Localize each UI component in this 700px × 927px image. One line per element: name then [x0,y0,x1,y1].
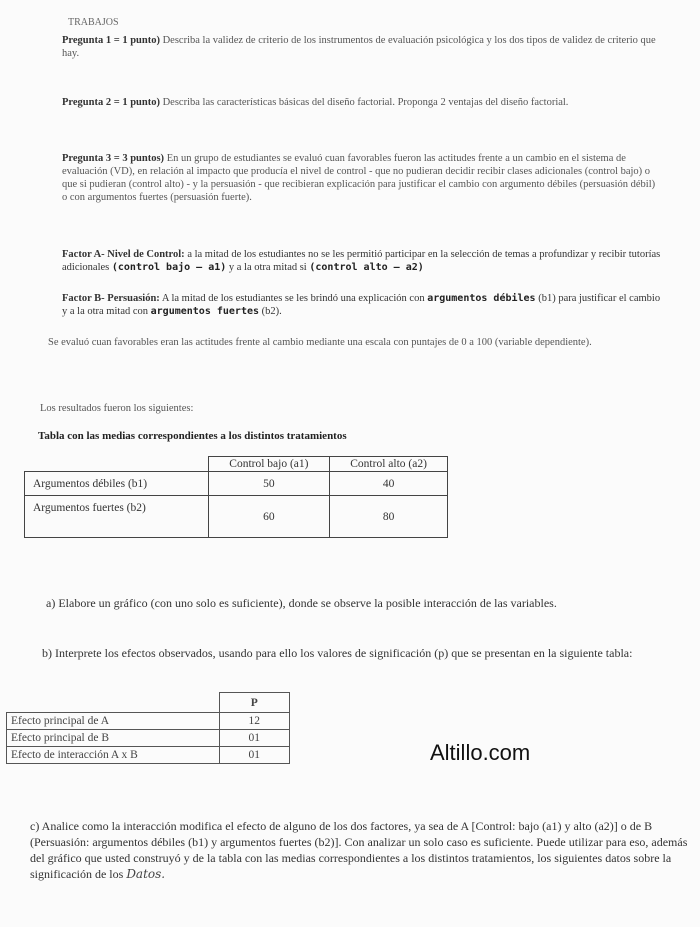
question-2-label: Pregunta 2 = 1 punto) [62,97,160,108]
table-cell: 01 [219,747,290,764]
factor-a-level2: (control alto – a2) [309,262,424,273]
table-row [25,496,448,538]
table-row [7,713,290,730]
factor-b-label: Factor B- Persuasión: [62,293,160,304]
question-b [42,645,690,661]
table-cell: 01 [219,730,290,747]
factor-b-text2: (b1) para justificar el cambio y a la otra mitad con [62,293,661,317]
question-2 [62,96,662,109]
question-b-text: Interprete los efectos observados, usando para ello los valores de significación (p) que se presentan en la siguiente tabla: [55,646,633,660]
question-a [46,595,686,611]
means-table-corner [25,457,209,472]
factor-a-level1: (control bajo – a1) [111,262,227,273]
question-a-label: a) [46,596,56,610]
p-values-table [6,692,290,764]
factor-b-text1: A la mitad de los estudiantes se les brindó una explicación con [161,293,425,304]
means-table [24,456,448,538]
table-cell: 12 [219,713,290,730]
watermark: Altillo.com [430,740,531,765]
row-label: Efecto de interacción A x B [7,747,220,764]
p-table-header: P [219,693,290,713]
table-cell: 80 [330,496,448,538]
table-cell: 50 [208,472,330,496]
scale-description: Se evaluó cuan favorables eran las actitudes frente al cambio mediante una escala con puntajes de 0 a 100 (variable dependiente). [48,337,592,348]
p-table-corner [7,693,220,713]
table-cell: 40 [330,472,448,496]
means-table-header: Control bajo (a1) [208,457,330,472]
row-label: Argumentos fuertes (b2) [25,496,209,538]
factor-a [62,248,662,274]
row-label: Efecto principal de B [7,730,220,747]
factor-b [62,292,662,318]
factor-b-level1: argumentos débiles [427,293,536,304]
means-table-header: Control alto (a2) [330,457,448,472]
question-3-label: Pregunta 3 = 3 puntos) [62,153,165,164]
factor-b-level2: argumentos fuertes [150,306,260,317]
table-row [7,730,290,747]
table-row [7,747,290,764]
question-2-text: Describa las características básicas del diseño factorial. Proponga 2 ventajas del diseño factorial. [162,97,569,108]
factor-b-text3: (b2). [261,306,282,317]
question-c-label: c) [30,819,40,833]
factor-a-text1: a la mitad de los estudiantes no se les permitió participar en la selección de temas a profundizar y recibir tutorías adicionales [62,249,661,273]
table-cell: 60 [208,496,330,538]
question-1-label: Pregunta 1 = 1 punto) [62,35,160,46]
question-a-text: Elabore un gráfico (con uno solo es suficiente), donde se observe la posible interacción de las variables. [58,596,557,610]
question-1-text: Describa la validez de criterio de los instrumentos de evaluación psicológica y los dos tipos de validez de criterio que hay. [62,35,656,59]
row-label: Argumentos débiles (b1) [25,472,209,496]
p-table-header-row [7,693,290,713]
question-3-text: En un grupo de estudiantes se evaluó cuan favorables fueron las actitudes frente a un cambio en el sistema de evaluación (VD), en relación al impacto que producía el nivel de control - que no pudieran decidir recibir clases adicionales (control bajo) o que si pudieran (control alto) - y la persuasión - que recibieran explicación para justificar el cambio con argumento débiles (persuasión débil) o con argumentos fuertes (persuasión fuerte). [62,153,656,203]
question-c-text: Analice como la interacción modifica el efecto de alguno de los dos factores, ya sea de A [Control: bajo (a1) y alto (a2)] o de B (Persuasión: argumentos débiles (b1) y argumentos fuertes (b2)]. Con analizar un solo caso es suficiente. Puede utilizar para eso, además del gráfico que usted construyó y de la tabla con las medias correspondientes a los distintos tratamientos, los siguientes datos sobre la significación de los [30,819,688,881]
results-intro: Los resultados fueron los siguientes: [40,403,194,414]
handwritten-note: Datos. [126,867,166,881]
factor-a-label: Factor A- Nivel de Control: [62,249,185,260]
means-table-header-row [25,457,448,472]
question-b-label: b) [42,646,52,660]
question-3 [62,152,662,204]
page-header: TRABAJOS [68,17,119,28]
question-c [30,818,692,882]
factor-a-text2: y a la otra mitad si [228,262,307,273]
table-row [25,472,448,496]
question-1 [62,34,662,60]
row-label: Efecto principal de A [7,713,220,730]
table-title: Tabla con las medias correspondientes a los distintos tratamientos [38,430,347,442]
